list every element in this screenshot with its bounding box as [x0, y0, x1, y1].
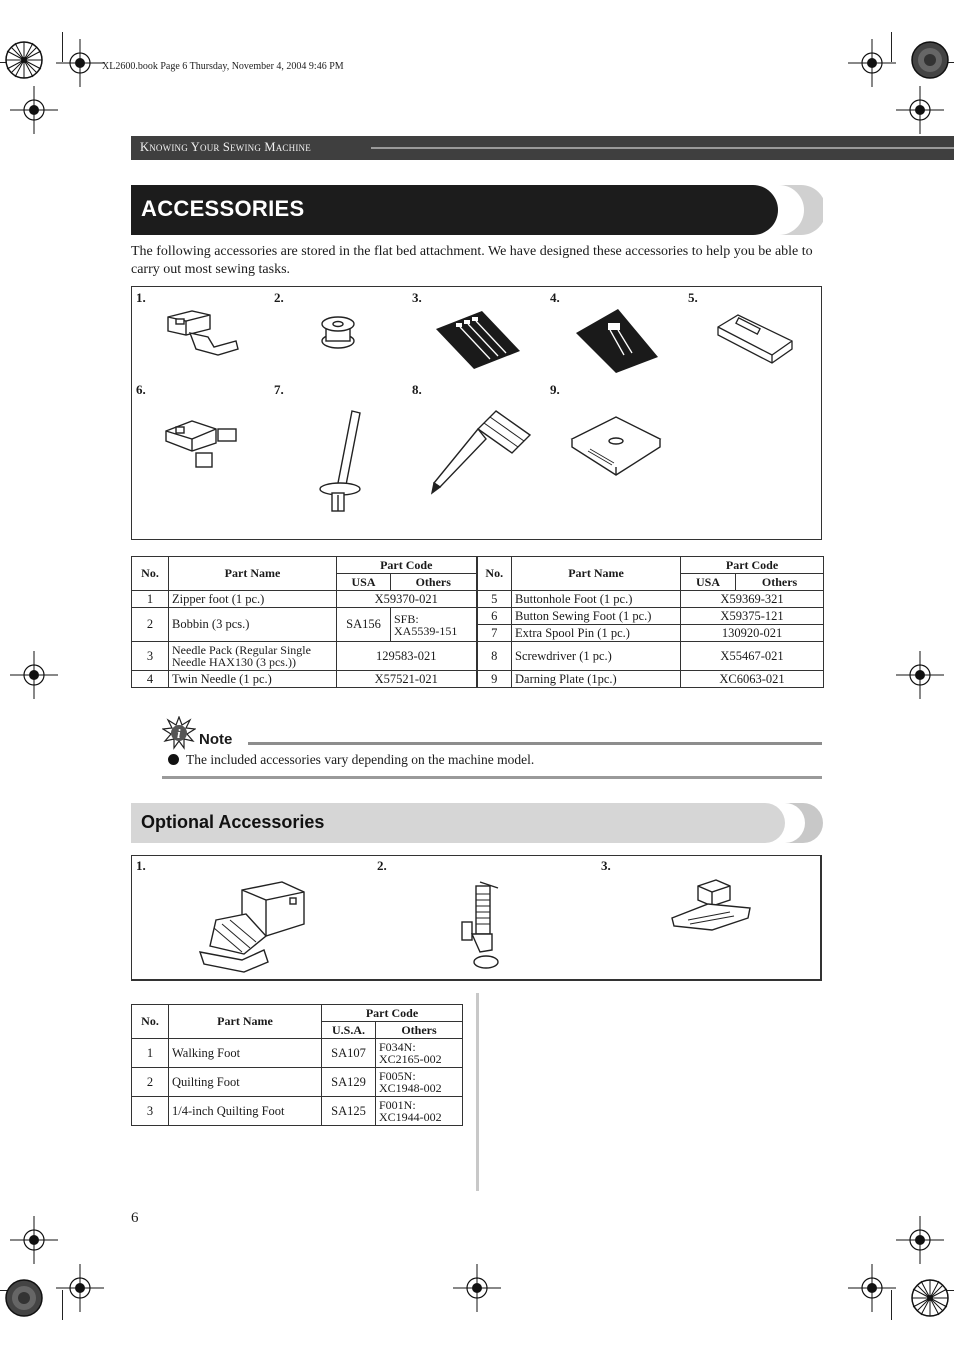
- note-icon: [162, 716, 196, 750]
- zipper-foot-icon: [162, 307, 242, 357]
- table-row: 1 Zipper foot (1 pc.) X59370-021 5 Buttonhole Foot (1 pc.) X59369-321: [132, 591, 824, 608]
- page-number: 6: [131, 1210, 139, 1226]
- header-no: No.: [477, 557, 512, 591]
- header-usa: USA: [681, 574, 736, 591]
- accessories-table: [131, 556, 824, 688]
- header-no: No.: [132, 557, 169, 591]
- note-bottom-rule: [162, 776, 822, 779]
- quilting-foot-icon: [458, 880, 508, 972]
- illustration-label: 2.: [274, 290, 284, 305]
- running-header-rule: [371, 147, 954, 149]
- registration-mark-icon: [892, 82, 948, 138]
- quarter-inch-quilting-foot-icon: [668, 878, 754, 934]
- table-row: 2 Quilting Foot SA129 F005N: XC1948-002: [132, 1068, 463, 1097]
- section-title: Optional Accessories: [141, 812, 325, 832]
- table-row: 3 1/4-inch Quilting Foot SA125 F001N: XC1944-002: [132, 1097, 463, 1126]
- intro-paragraph: The following accessories are stored in the flat bed attachment. We have designed these accessories to help you be able to carry out most sewing tasks.: [131, 244, 813, 277]
- header-part-code: Part Code: [337, 557, 477, 574]
- illustration-label: 7.: [274, 382, 284, 397]
- header-part-name: Part Name: [169, 557, 337, 591]
- registration-mark-icon: [449, 1260, 505, 1316]
- registration-mark-icon: [844, 1260, 900, 1316]
- bobbin-icon: [318, 313, 358, 351]
- registration-mark-icon: [892, 1212, 948, 1268]
- spool-pin-icon: [314, 407, 364, 519]
- note-title: Note: [199, 731, 233, 748]
- twin-needle-icon: [572, 305, 662, 375]
- note-rule: [248, 742, 822, 745]
- color-rosette-icon: [4, 1278, 44, 1318]
- table-row: 7 Extra Spool Pin (1 pc.) 130920-021: [132, 625, 824, 642]
- screwdriver-icon: [426, 407, 536, 497]
- color-rosette-icon: [910, 40, 950, 80]
- header-part-name: Part Name: [512, 557, 681, 591]
- header-others: Others: [736, 574, 824, 591]
- note-text: The included accessories vary depending on the machine model.: [186, 752, 535, 767]
- running-header: [131, 136, 954, 160]
- needle-pack-icon: [432, 307, 524, 373]
- header-part-code: Part Code: [322, 1005, 463, 1022]
- color-rosette-icon: [4, 40, 44, 80]
- walking-foot-icon: [196, 880, 314, 976]
- header-others: Others: [391, 574, 477, 591]
- table-row: 4 Twin Needle (1 pc.) X57521-021 9 Darning Plate (1pc.) XC6063-021: [132, 671, 824, 688]
- header-part-name: Part Name: [169, 1005, 322, 1039]
- registration-mark-icon: [6, 82, 62, 138]
- page-title: ACCESSORIES: [141, 196, 305, 221]
- svg-text:i: i: [177, 726, 181, 741]
- running-header-text: Knowing Your Sewing Machine: [140, 140, 311, 154]
- registration-mark-icon: [52, 1260, 108, 1316]
- button-sewing-foot-icon: [162, 415, 242, 473]
- illustration-label: 4.: [550, 290, 560, 305]
- buttonhole-foot-icon: [714, 311, 796, 367]
- illustration-label: 5.: [688, 290, 698, 305]
- illustration-label: 3.: [412, 290, 422, 305]
- illustration-label: 6.: [136, 382, 146, 397]
- registration-mark-icon: [892, 647, 948, 703]
- table-row: 1 Walking Foot SA107 F034N: XC2165-002: [132, 1039, 463, 1068]
- illustration-label: 1.: [136, 290, 146, 305]
- table-row: 3 Needle Pack (Regular Single Needle HAX130 (3 pcs.)) 129583-021 8 Screwdriver (1 pc.) X55467-021: [132, 642, 824, 671]
- darning-plate-icon: [568, 409, 664, 479]
- registration-mark-icon: [6, 647, 62, 703]
- optional-illustrations: [131, 855, 822, 981]
- illustration-label: 1.: [136, 858, 146, 873]
- header-usa: U.S.A.: [322, 1022, 376, 1039]
- illustration-label: 8.: [412, 382, 422, 397]
- book-info: XL2600.book Page 6 Thursday, November 4, 2004 9:46 PM: [102, 61, 344, 72]
- header-no: No.: [132, 1005, 169, 1039]
- color-rosette-icon: [910, 1278, 950, 1318]
- header-usa: USA: [337, 574, 391, 591]
- accessories-illustrations: [131, 286, 822, 540]
- illustration-label: 3.: [601, 858, 611, 873]
- illustration-label: 9.: [550, 382, 560, 397]
- optional-accessories-table: [131, 1004, 463, 1126]
- header-others: Others: [376, 1022, 463, 1039]
- table-row: 2 Bobbin (3 pcs.) SA156 SFB: XA5539-151 6 Button Sewing Foot (1 pc.) X59375-121: [132, 608, 824, 625]
- bullet-icon: [168, 754, 179, 765]
- header-part-code: Part Code: [681, 557, 824, 574]
- illustration-label: 2.: [377, 858, 387, 873]
- column-divider: [476, 993, 479, 1191]
